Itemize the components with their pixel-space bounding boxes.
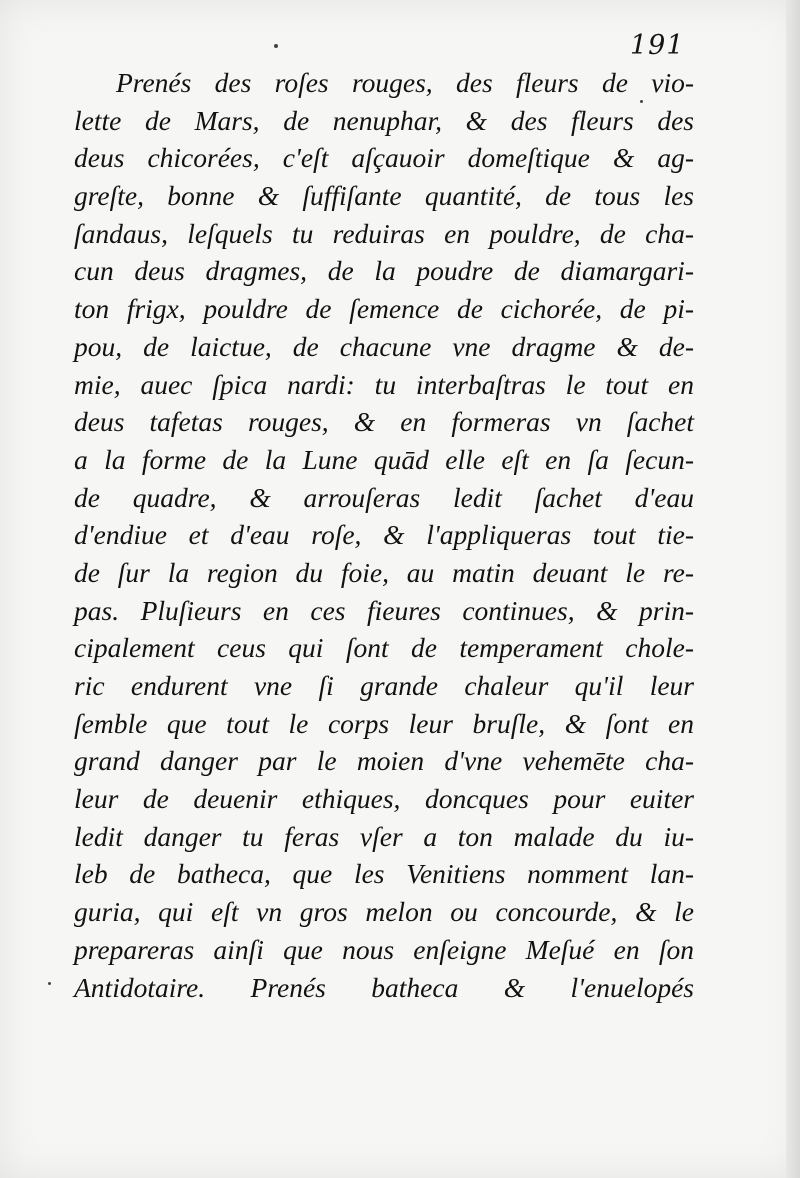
text-line: de quadre, & arrouſeras ledit ſachet d'eau <box>74 481 694 513</box>
text-line: guria, qui eſt vn gros melon ou concourde, & le <box>74 896 694 928</box>
text-line: d'endiue et d'eau roſe, & l'appliqueras tout tie- <box>74 519 694 551</box>
text-line: ton frigx, pouldre de ſemence de cichorée, de pi- <box>74 293 694 325</box>
text-line: leb de batheca, que les Venitiens nomment lan- <box>74 858 694 890</box>
text-line: lette de Mars, de nenuphar, & des fleurs des <box>74 104 694 136</box>
text-line: ſemble que tout le corps leur bruſle, & ſont en <box>74 707 694 739</box>
text-line: a la forme de la Lune quād elle eſt en ſa ſecun- <box>74 443 694 475</box>
text-line: grand danger par le moien d'vne vehemēte cha- <box>74 745 694 777</box>
text-line: de ſur la region du foie, au matin deuant le re- <box>74 556 694 588</box>
text-line: ſandaus, leſquels tu reduiras en pouldre, de cha- <box>74 217 694 249</box>
text-line: leur de deuenir ethiques, doncques pour euiter <box>74 783 694 815</box>
text-line: Antidotaire. Prenés batheca & l'enuelopés <box>74 971 694 1003</box>
text-line: Prenés des roſes rouges, des fleurs de vio- <box>116 67 694 98</box>
ink-speck <box>274 44 278 48</box>
text-line: mie, auec ſpica nardi: tu interbaſtras le tout en <box>74 368 694 400</box>
text-line: ric endurent vne ſi grande chaleur qu'il leur <box>74 670 694 701</box>
text-line: deus chicorées, c'eſt aſçauoir domeſtique & ag- <box>74 142 694 174</box>
body-text <box>74 64 694 1006</box>
text-line: cun deus dragmes, de la poudre de diamargari- <box>74 255 694 287</box>
page-edge <box>786 0 800 1178</box>
text-line: deus tafetas rouges, & en formeras vn ſachet <box>74 406 694 438</box>
text-line: pas. Pluſieurs en ces fieures continues, & prin- <box>74 594 694 626</box>
ink-speck <box>48 982 51 985</box>
text-line: pou, de laictue, de chacune vne dragme & de- <box>74 330 694 362</box>
text-line: ledit danger tu feras vſer a ton malade du iu- <box>74 820 694 852</box>
text-line: cipalement ceus qui ſont de temperament chole- <box>74 632 694 664</box>
text-line: greſte, bonne & ſuffiſante quantité, de tous les <box>74 180 694 212</box>
page-number: 191 <box>630 30 685 61</box>
text-line: prepareras ainſi que nous enſeigne Meſué en ſon <box>74 933 694 965</box>
